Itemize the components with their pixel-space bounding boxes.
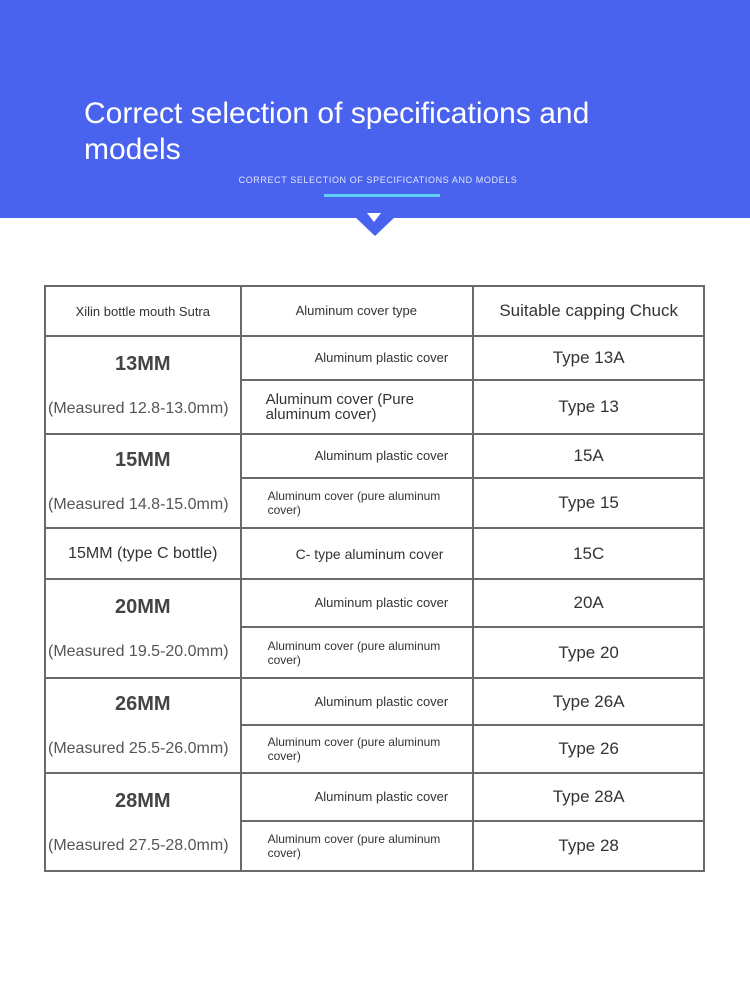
measured-range: (Measured 19.5-20.0mm) (48, 643, 229, 660)
cover-type: C- type aluminum cover (241, 528, 474, 579)
header-cover-type: Aluminum cover type (241, 286, 474, 336)
measured-range: (Measured 12.8-13.0mm) (48, 399, 229, 417)
cover-type: Aluminum plastic cover (241, 678, 474, 725)
size-label-15c: 15MM (type C bottle) (45, 528, 241, 579)
title-underline (324, 194, 440, 197)
measured-range: (Measured 27.5-28.0mm) (48, 836, 229, 854)
cover-type: Aluminum cover (pure aluminum cover) (241, 725, 474, 773)
table-row (45, 434, 704, 478)
cover-type: Aluminum cover (pure aluminum cover) (241, 478, 474, 528)
cover-type: Aluminum cover (Pure aluminum cover) (241, 380, 474, 434)
cover-type: Aluminum plastic cover (241, 579, 474, 627)
chuck-type: 20A (473, 579, 704, 627)
header-chuck: Suitable capping Chuck (473, 286, 704, 336)
size-cell-28 (45, 773, 241, 871)
size-cell-15 (45, 434, 241, 528)
header-bottle-mouth: Xilin bottle mouth Sutra (45, 286, 241, 336)
page-subtitle: CORRECT SELECTION OF SPECIFICATIONS AND MODELS (238, 175, 518, 185)
spec-table (44, 285, 705, 872)
size-label: 20MM (115, 596, 171, 618)
cover-type: Aluminum cover (pure aluminum cover) (241, 627, 474, 678)
table-row (45, 336, 704, 380)
chuck-type: Type 26 (473, 725, 704, 773)
chuck-type: Type 13 (473, 380, 704, 434)
chuck-type: 15C (473, 528, 704, 579)
chuck-type: Type 28A (473, 773, 704, 821)
measured-range: (Measured 14.8-15.0mm) (48, 495, 229, 513)
chuck-type: Type 15 (473, 478, 704, 528)
size-label: 28MM (115, 789, 171, 812)
chevron-down-icon (367, 213, 381, 222)
chuck-type: Type 26A (473, 678, 704, 725)
cover-type: Aluminum plastic cover (241, 434, 474, 478)
cover-type: Aluminum plastic cover (241, 773, 474, 821)
chuck-type: Type 28 (473, 821, 704, 871)
size-cell-13 (45, 336, 241, 434)
chuck-type: 15A (473, 434, 704, 478)
page-title: Correct selection of specifications and models (84, 97, 590, 166)
cover-type: Aluminum cover (pure aluminum cover) (241, 821, 474, 871)
cover-type: Aluminum plastic cover (241, 336, 474, 380)
chuck-type: Type 20 (473, 627, 704, 678)
size-cell-26 (45, 678, 241, 773)
chuck-type: Type 13A (473, 336, 704, 380)
size-label: 26MM (115, 693, 171, 715)
table-header-row (45, 286, 704, 336)
header-banner (0, 0, 750, 218)
table-row (45, 678, 704, 725)
table-row (45, 773, 704, 821)
size-cell-20 (45, 579, 241, 678)
size-label: 13MM (115, 352, 171, 375)
table-row (45, 528, 704, 579)
measured-range: (Measured 25.5-26.0mm) (48, 740, 229, 757)
table-row (45, 579, 704, 627)
size-label: 15MM (115, 448, 171, 471)
